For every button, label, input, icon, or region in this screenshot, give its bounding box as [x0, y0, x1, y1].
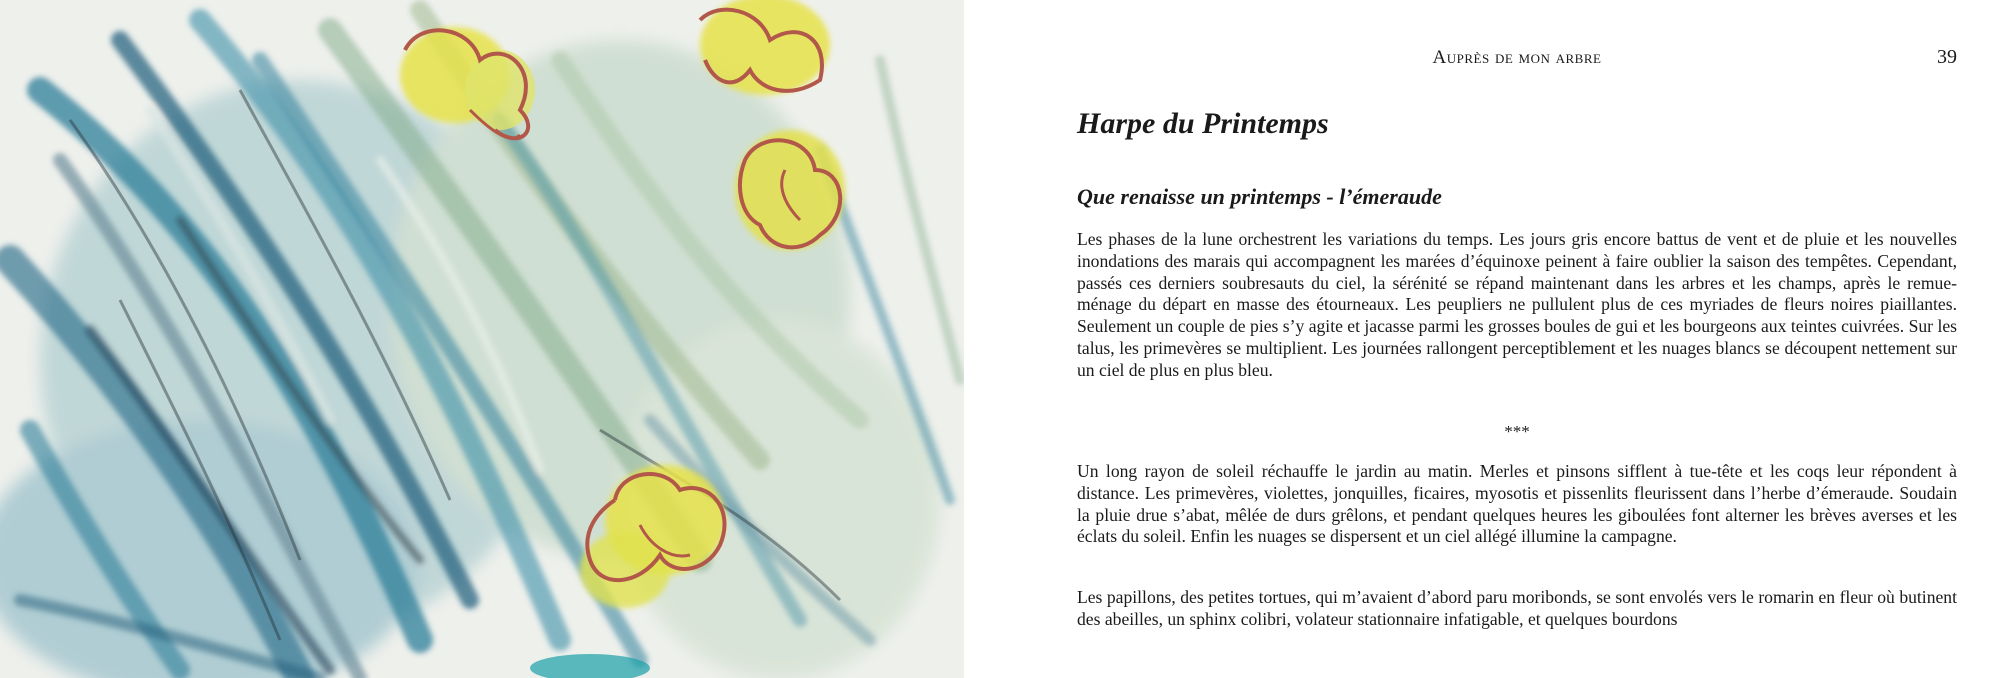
abstract-painting-image	[0, 0, 964, 678]
page-number: 39	[1937, 46, 1957, 68]
illustration-painting	[0, 0, 964, 678]
paragraph: Les papillons, des petites tortues, qui m’avaient d’abord paru moribonds, se sont envolés vers le romarin en fleur où butinent des abeilles, un sphinx colibri, volateur stationnaire infatigable, et quelques bourdons	[1077, 587, 1957, 629]
section-title: Que renaisse un printemps - l’émeraude	[1077, 184, 1442, 209]
paragraph: Les phases de la lune orchestrent les variations du temps. Les jours gris encore battus de vent et de pluie et les nouvelles inondations des marais qui accompagnent les marées d’équinoxe peinent à faire oublier la saison des tempêtes. Cependant, passés ces derniers soubresauts du ciel, la sérénité se répand maintenant dans les arbres et les champs, après le remue-ménage du départ en masse des étourneaux. Les peupliers ne pullulent plus de ces myriades de fleurs noires piaillantes. Seulement un couple de pies s’y agite et jacasse parmi les grosses boules de gui et les bourgeons aux teintes cuivrées. Sur les talus, les primevères se multiplient. Les journées rallongent perceptiblement et les nuages blancs se découpent nettement sur un ciel de plus en plus bleu.	[1077, 229, 1957, 380]
section-separator: ***	[1504, 422, 1530, 441]
text-page	[1077, 0, 1957, 678]
running-head: Auprès de mon arbre	[1432, 47, 1602, 68]
chapter-title: Harpe du Printemps	[1077, 107, 1329, 140]
paragraph: Un long rayon de soleil réchauffe le jardin au matin. Merles et pinsons sifflent à tue-tête et les coqs leur répondent à distance. Les primevères, violettes, jonquilles, ficaires, myosotis et pissenlits fleurissent dans l’herbe d’émeraude. Soudain la pluie drue s’abat, mêlée de durs grêlons, et pendant quelques heures les giboulées font alterner les brèves averses et les éclats du soleil. Enfin les nuages se dispersent et un ciel allégé illumine la campagne.	[1077, 461, 1957, 547]
